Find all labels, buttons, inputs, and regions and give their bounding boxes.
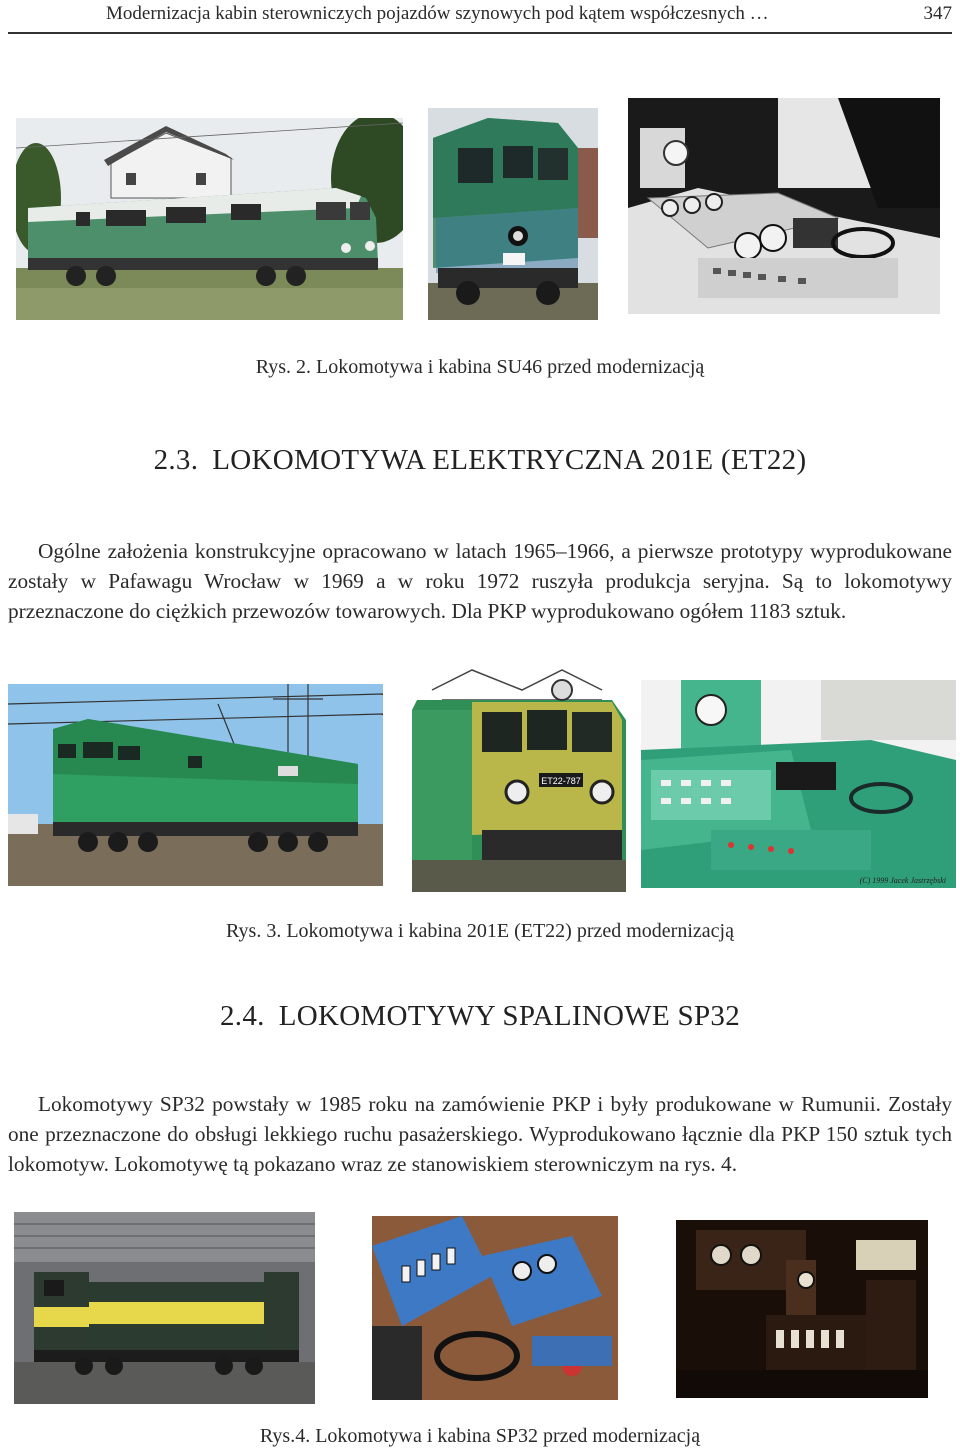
running-title: Modernizacja kabin sterowniczych pojazdów szynowych pod kątem współczesnych …: [106, 3, 769, 24]
fig4-photo-sp32-cab: [676, 1220, 928, 1398]
fig2-caption: Rys. 2. Lokomotywa i kabina SU46 przed modernizacją: [255, 356, 705, 378]
section-2-4-text: Lokomotywy SP32 powstały w 1985 roku na zamówienie PKP i były produkowane w Rumunii. Zostały one przeznaczone do obsługi lekkiego ruchu pasażerskiego. Wyprodukowano łącznie dla PKP 150 sztuk tych lokomotyw. Lokomotywę tą pokazano wraz ze stanowiskiem sterowniczym na rys. 4.: [8, 1092, 952, 1176]
fig4-caption: Rys.4. Lokomotywa i kabina SP32 przed modernizacją: [259, 1425, 701, 1447]
section-2-4-title: LOKOMOTYWY SPALINOWE SP32: [278, 1000, 740, 1032]
running-header: [8, 0, 952, 34]
page-number: 347: [923, 3, 952, 24]
fig3-caption: Rys. 3. Lokomotywa i kabina 201E (ET22) przed modernizacją: [226, 920, 734, 942]
fig4-photo-sp32-locomotive: [14, 1212, 315, 1404]
section-2-3-text: Ogólne założenia konstrukcyjne opracowano w latach 1965–1966, a pierwsze prototypy wyprodukowane zostały w Pafawagu Wrocław w 1969 a w roku 1972 ruszyła produkcja seryjna. Są to lokomotywy przeznaczone do ciężkich przewozów towarowych. Dla PKP wyprodukowano ogółem 1183 sztuk.: [8, 539, 952, 623]
fig4-photo-sp32-cab-panel: [372, 1216, 618, 1400]
section-2-4-heading: [0, 1000, 960, 1033]
fig3-photo-et22-cab: [641, 680, 956, 888]
fig3-photo-et22-locomotive: [8, 684, 383, 886]
section-2-3-heading: [0, 444, 960, 477]
fig2-photo-su46-locomotive: [16, 118, 403, 320]
fig2-photo-su46-front: [428, 108, 598, 320]
et22-number-plate-text: ET22-787: [541, 776, 581, 786]
fig3-photo-et22-front: [412, 660, 626, 892]
section-2-3-number: 2.3.: [153, 444, 199, 476]
section-2-3-title: LOKOMOTYWA ELEKTRYCZNA 201E (ET22): [212, 444, 807, 476]
section-2-4-number: 2.4.: [219, 1000, 265, 1032]
section-2-3-paragraph: [8, 536, 952, 626]
fig3-photo-credit: (C) 1999 Jacek Jastrzębski: [859, 876, 946, 885]
fig2-photo-su46-cab: [628, 98, 940, 314]
section-2-4-paragraph: [8, 1089, 952, 1179]
